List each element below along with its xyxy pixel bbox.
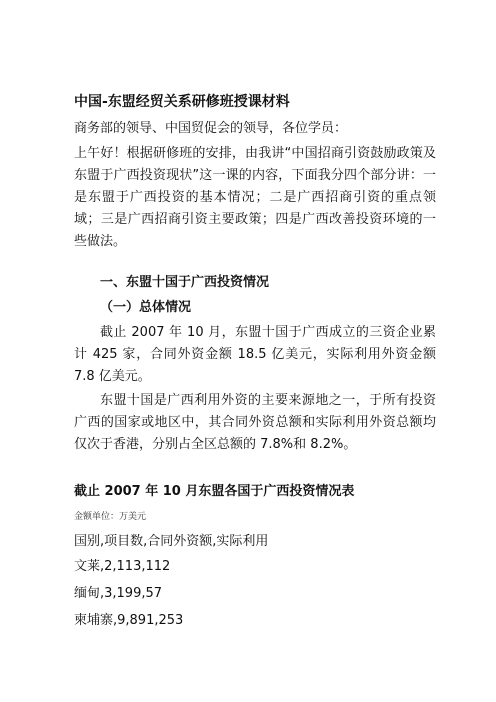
salutation: 商务部的领导、中国贸促会的领导，各位学员： bbox=[74, 121, 348, 136]
paragraph-source: 东盟十国是广西利用外资的主要来源地之一，于所有投资广西的国家或地区中，其合同外资总额和实际利用外资总额均仅次于香港，分别占全区总额的 7.8%和 8.2%。 bbox=[74, 393, 436, 452]
table-row: 柬埔寨,9,891,253 bbox=[74, 613, 184, 628]
document-title: 中国-东盟经贸关系研修班授课材料 bbox=[74, 94, 290, 110]
table-row: 缅甸,3,199,57 bbox=[74, 586, 163, 601]
table-header-line: 国别,项目数,合同外资额,实际利用 bbox=[74, 534, 269, 549]
paragraph-overview: 截止 2007 年 10 月，东盟十国于广西成立的三资企业累计 425 家，合同外资金额 18.5 亿美元，实际利用外资金额 7.8 亿美元。 bbox=[74, 325, 436, 384]
unit-note: 金额单位：万美元 bbox=[74, 512, 147, 522]
table-title: 截止 2007 年 10 月东盟各国于广西投资情况表 bbox=[74, 484, 355, 499]
section-heading-1: 一、东盟十国于广西投资情况 bbox=[100, 275, 270, 290]
intro-paragraph: 上午好！根据研修班的安排，由我讲“中国招商引资鼓励政策及东盟于广西投资现状”这一课的内容，下面我分四个部分讲：一是东盟于广西投资的基本情况；二是广西招商引资的重点领域；三是广西招商引资主要政策；四是广西改善投资环境的一些做法。 bbox=[74, 146, 436, 249]
subsection-heading-1: （一）总体情况 bbox=[100, 300, 192, 315]
table-row: 文莱,2,113,112 bbox=[74, 559, 171, 574]
